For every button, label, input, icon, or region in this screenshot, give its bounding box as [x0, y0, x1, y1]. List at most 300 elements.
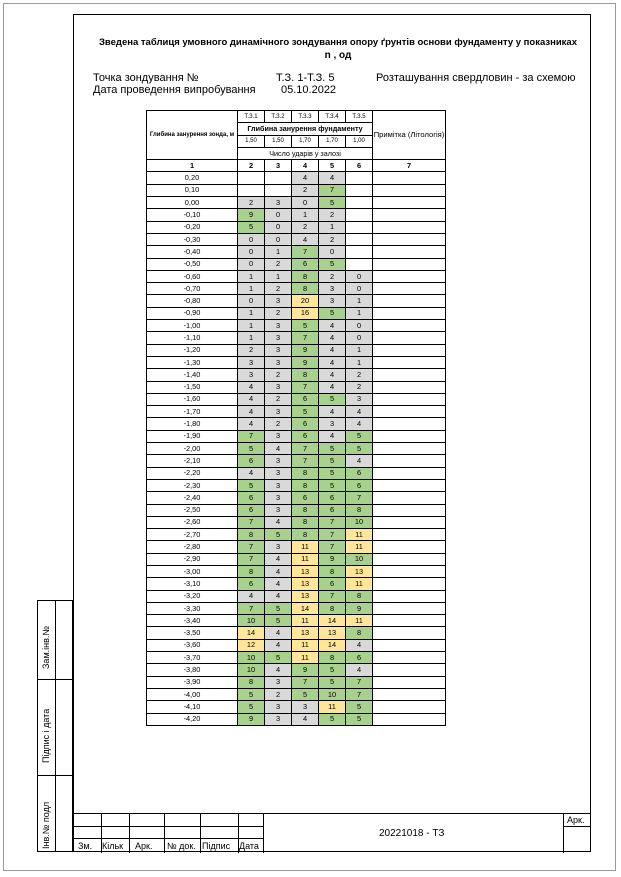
depth-cell: -3,70 — [147, 652, 238, 664]
table-row — [147, 565, 446, 577]
blow-count-cell: 10 — [238, 664, 265, 676]
sheet-label: Арк. — [567, 815, 585, 825]
depth-cell: -3,60 — [147, 639, 238, 651]
depth-cell: -3,00 — [147, 565, 238, 577]
depth-cell: -2,20 — [147, 467, 238, 479]
blow-count-cell: 4 — [319, 369, 346, 381]
blow-count-cell: 9 — [346, 602, 373, 614]
blow-count-cell: 3 — [265, 197, 292, 209]
depth-cell: -4,10 — [147, 701, 238, 713]
depth-cell: -3,20 — [147, 590, 238, 602]
note-cell — [373, 602, 446, 614]
note-cell — [373, 295, 446, 307]
blow-count-cell: 6 — [319, 504, 346, 516]
note-cell — [373, 541, 446, 553]
blow-count-cell: 7 — [346, 492, 373, 504]
note-cell — [373, 479, 446, 491]
note-cell — [373, 578, 446, 590]
blow-count-cell: 7 — [292, 332, 319, 344]
column-numbers-row — [147, 160, 446, 172]
blow-count-cell: 4 — [292, 713, 319, 725]
blow-count-cell: 7 — [346, 676, 373, 688]
table-row — [147, 602, 446, 614]
note-cell — [373, 233, 446, 245]
depth-cell: -2,50 — [147, 504, 238, 516]
blow-count-cell: 4 — [265, 639, 292, 651]
blow-count-cell: 1 — [238, 320, 265, 332]
blow-count-cell: 7 — [238, 553, 265, 565]
blow-count-cell: 11 — [346, 615, 373, 627]
blow-count-cell: 7 — [292, 443, 319, 455]
note-cell — [373, 381, 446, 393]
blow-count-cell: 6 — [238, 504, 265, 516]
blow-count-cell: 5 — [319, 479, 346, 491]
note-cell — [373, 283, 446, 295]
depth-cell: -0,90 — [147, 307, 238, 319]
blow-count-cell: 5 — [346, 443, 373, 455]
blow-count-cell: 3 — [265, 504, 292, 516]
blow-count-cell: 2 — [346, 381, 373, 393]
blow-count-cell: 7 — [319, 516, 346, 528]
note-cell — [373, 246, 446, 258]
blow-count-cell — [238, 172, 265, 184]
blow-count-cell: 13 — [346, 565, 373, 577]
foundation-depth: 1,50 — [265, 135, 292, 147]
blow-count-cell — [346, 221, 373, 233]
blow-count-cell: 3 — [346, 393, 373, 405]
note-cell — [373, 516, 446, 528]
column-number: 1 — [147, 160, 238, 172]
blow-count-cell: 7 — [292, 246, 319, 258]
blow-count-cell: 5 — [319, 664, 346, 676]
test-date-value: 05.10.2022 — [281, 84, 337, 96]
table-row — [147, 516, 446, 528]
blow-count-cell: 6 — [346, 479, 373, 491]
blow-count-cell: 11 — [346, 529, 373, 541]
blow-count-cell: 0 — [265, 209, 292, 221]
depth-cell: -0,10 — [147, 209, 238, 221]
table-row — [147, 258, 446, 270]
blow-count-cell: 7 — [319, 184, 346, 196]
blow-count-cell: 0 — [319, 246, 346, 258]
blow-count-cell: 2 — [292, 221, 319, 233]
blow-count-cell: 6 — [292, 492, 319, 504]
blow-count-cell: 5 — [319, 455, 346, 467]
table-row — [147, 615, 446, 627]
blow-count-cell: 8 — [238, 529, 265, 541]
table-row — [147, 652, 446, 664]
blow-count-cell: 8 — [319, 602, 346, 614]
table-row — [147, 381, 446, 393]
blow-count-cell: 3 — [265, 713, 292, 725]
blow-count-cell: 0 — [292, 197, 319, 209]
blow-count-cell: 9 — [292, 356, 319, 368]
point-header: Т.З.2 — [265, 111, 292, 123]
blow-count-cell: 4 — [265, 590, 292, 602]
note-cell — [373, 627, 446, 639]
point-header: Т.З.1 — [238, 111, 265, 123]
blow-count-cell: 10 — [238, 652, 265, 664]
blow-count-cell: 9 — [238, 209, 265, 221]
blow-count-cell: 4 — [265, 443, 292, 455]
foundation-depth: 1,50 — [238, 135, 265, 147]
table-row — [147, 578, 446, 590]
document-code: 20221018 - ТЗ — [379, 828, 445, 839]
blow-count-cell: 2 — [238, 197, 265, 209]
blow-count-cell — [346, 246, 373, 258]
table-row — [147, 320, 446, 332]
blow-count-cell: 8 — [238, 676, 265, 688]
table-row — [147, 233, 446, 245]
blow-count-cell: 5 — [319, 307, 346, 319]
blow-count-cell: 0 — [265, 233, 292, 245]
blow-count-cell: 8 — [319, 565, 346, 577]
blow-count-cell: 0 — [238, 233, 265, 245]
blow-count-cell: 13 — [292, 627, 319, 639]
depth-cell: -1,50 — [147, 381, 238, 393]
depth-cell: -0,50 — [147, 258, 238, 270]
tb-col-label: Кільк — [102, 841, 124, 851]
blow-count-cell: 5 — [265, 615, 292, 627]
depth-cell: -1,60 — [147, 393, 238, 405]
depth-cell: -3,90 — [147, 676, 238, 688]
blow-count-cell: 0 — [346, 332, 373, 344]
blow-count-cell: 3 — [292, 701, 319, 713]
tb-col-label: Зм. — [78, 841, 93, 851]
blow-count-cell: 3 — [265, 381, 292, 393]
note-cell — [373, 430, 446, 442]
note-cell — [373, 652, 446, 664]
note-cell — [373, 172, 446, 184]
blow-count-cell: 4 — [319, 320, 346, 332]
table-row — [147, 356, 446, 368]
blow-count-cell: 9 — [292, 664, 319, 676]
blow-count-cell: 8 — [238, 565, 265, 577]
blow-count-cell: 6 — [346, 467, 373, 479]
blow-count-cell: 4 — [319, 430, 346, 442]
blow-count-cell — [346, 233, 373, 245]
blow-count-cell: 5 — [238, 479, 265, 491]
table-row — [147, 369, 446, 381]
blow-count-cell: 5 — [346, 701, 373, 713]
blow-count-cell: 10 — [346, 553, 373, 565]
blow-count-cell: 4 — [346, 455, 373, 467]
note-cell — [373, 688, 446, 700]
blow-count-cell: 14 — [319, 615, 346, 627]
table-row — [147, 455, 446, 467]
blow-count-cell: 8 — [346, 627, 373, 639]
table-row — [147, 529, 446, 541]
note-cell — [373, 406, 446, 418]
blows-header: Число ударів у залозі — [238, 147, 373, 159]
blow-count-cell: 6 — [238, 455, 265, 467]
blow-count-cell: 4 — [265, 565, 292, 577]
table-row — [147, 418, 446, 430]
depth-cell: -3,80 — [147, 664, 238, 676]
table-row — [147, 172, 446, 184]
note-cell — [373, 344, 446, 356]
blow-count-cell: 11 — [346, 541, 373, 553]
depth-cell: -3,40 — [147, 615, 238, 627]
blow-count-cell: 3 — [238, 356, 265, 368]
blow-count-cell: 1 — [346, 344, 373, 356]
depth-cell: -1,90 — [147, 430, 238, 442]
blow-count-cell: 4 — [319, 406, 346, 418]
blow-count-cell: 3 — [265, 455, 292, 467]
test-date-label: Дата проведення випробування — [93, 84, 256, 96]
note-cell — [373, 443, 446, 455]
blow-count-cell: 14 — [319, 639, 346, 651]
blow-count-cell: 10 — [346, 516, 373, 528]
blow-count-cell: 6 — [238, 492, 265, 504]
depth-cell: -2,80 — [147, 541, 238, 553]
blow-count-cell: 0 — [346, 283, 373, 295]
blow-count-cell: 3 — [265, 676, 292, 688]
depth-cell: -1,30 — [147, 356, 238, 368]
blow-count-cell: 1 — [265, 246, 292, 258]
table-title: Зведена таблиця умовного динамічного зондування опору ґрунтів основи фундаменту у показниках — [98, 37, 577, 48]
blow-count-cell: 4 — [319, 381, 346, 393]
depth-cell: -2,40 — [147, 492, 238, 504]
blow-count-cell: 6 — [292, 430, 319, 442]
depth-cell: -1,00 — [147, 320, 238, 332]
blow-count-cell: 1 — [238, 332, 265, 344]
blow-count-cell: 0 — [238, 258, 265, 270]
depth-cell: -0,30 — [147, 233, 238, 245]
note-cell — [373, 492, 446, 504]
note-cell — [373, 307, 446, 319]
table-title-unit: n , од — [324, 50, 352, 61]
note-cell — [373, 467, 446, 479]
blow-count-cell: 6 — [238, 578, 265, 590]
blow-count-cell: 13 — [292, 565, 319, 577]
blow-count-cell: 7 — [238, 602, 265, 614]
blow-count-cell: 5 — [319, 258, 346, 270]
table-row — [147, 443, 446, 455]
column-number: 4 — [292, 160, 319, 172]
blow-count-cell: 1 — [346, 356, 373, 368]
depth-cell: -2,00 — [147, 443, 238, 455]
blow-count-cell — [265, 184, 292, 196]
blow-count-cell: 4 — [238, 590, 265, 602]
note-cell — [373, 221, 446, 233]
blow-count-cell: 6 — [319, 492, 346, 504]
table-row — [147, 283, 446, 295]
blow-count-cell: 4 — [238, 418, 265, 430]
table-row — [147, 541, 446, 553]
blow-count-cell: 0 — [238, 295, 265, 307]
blow-count-cell: 4 — [265, 516, 292, 528]
blow-count-cell: 5 — [292, 688, 319, 700]
blow-count-cell: 4 — [238, 393, 265, 405]
sounding-table — [146, 110, 446, 726]
blow-count-cell: 8 — [292, 479, 319, 491]
blow-count-cell: 8 — [292, 467, 319, 479]
blow-count-cell: 13 — [292, 578, 319, 590]
blow-count-cell: 4 — [346, 406, 373, 418]
depth-cell: -3,30 — [147, 602, 238, 614]
tb-col-label: № док. — [167, 841, 196, 851]
blow-count-cell: 3 — [265, 295, 292, 307]
depth-cell: -0,40 — [147, 246, 238, 258]
blow-count-cell: 4 — [319, 344, 346, 356]
blow-count-cell: 7 — [319, 590, 346, 602]
blow-count-cell: 8 — [292, 504, 319, 516]
blow-count-cell: 5 — [346, 430, 373, 442]
depth-cell: 0,20 — [147, 172, 238, 184]
table-row — [147, 307, 446, 319]
blow-count-cell: 11 — [292, 541, 319, 553]
blow-count-cell: 5 — [238, 688, 265, 700]
blow-count-cell: 7 — [292, 381, 319, 393]
point-header: Т.З.3 — [292, 111, 319, 123]
blow-count-cell: 11 — [292, 652, 319, 664]
column-number: 3 — [265, 160, 292, 172]
blow-count-cell: 3 — [265, 344, 292, 356]
note-cell — [373, 664, 446, 676]
table-row — [147, 246, 446, 258]
table-row — [147, 430, 446, 442]
depth-cell: -2,30 — [147, 479, 238, 491]
table-row — [147, 209, 446, 221]
note-cell — [373, 320, 446, 332]
depth-cell: -3,10 — [147, 578, 238, 590]
depth-cell: -1,20 — [147, 344, 238, 356]
note-cell — [373, 565, 446, 577]
blow-count-cell: 5 — [238, 221, 265, 233]
blow-count-cell: 7 — [292, 455, 319, 467]
blow-count-cell: 5 — [238, 701, 265, 713]
blow-count-cell: 7 — [292, 676, 319, 688]
blow-count-cell: 8 — [346, 590, 373, 602]
blow-count-cell: 4 — [346, 664, 373, 676]
depth-cell: -4,20 — [147, 713, 238, 725]
blow-count-cell: 2 — [265, 283, 292, 295]
table-row — [147, 467, 446, 479]
table-row — [147, 295, 446, 307]
depth-cell: -0,70 — [147, 283, 238, 295]
depth-cell: -2,70 — [147, 529, 238, 541]
blow-count-cell: 3 — [265, 332, 292, 344]
depth-cell: -0,80 — [147, 295, 238, 307]
blow-count-cell: 11 — [319, 701, 346, 713]
blow-count-cell: 2 — [346, 369, 373, 381]
depth-cell: -1,40 — [147, 369, 238, 381]
blow-count-cell: 4 — [238, 381, 265, 393]
depth-cell: -1,80 — [147, 418, 238, 430]
blow-count-cell: 3 — [265, 467, 292, 479]
blow-count-cell: 3 — [319, 418, 346, 430]
blow-count-cell: 5 — [319, 467, 346, 479]
blow-count-cell — [346, 197, 373, 209]
blow-count-cell: 6 — [292, 258, 319, 270]
blow-count-cell — [346, 209, 373, 221]
table-row — [147, 221, 446, 233]
blow-count-cell: 9 — [292, 344, 319, 356]
blow-count-cell: 7 — [238, 430, 265, 442]
blow-count-cell: 1 — [238, 270, 265, 282]
blow-count-cell: 3 — [265, 492, 292, 504]
table-row — [147, 332, 446, 344]
blow-count-cell: 2 — [265, 393, 292, 405]
blow-count-cell: 3 — [238, 369, 265, 381]
blow-count-cell — [346, 172, 373, 184]
blow-count-cell: 2 — [319, 209, 346, 221]
blow-count-cell: 7 — [319, 529, 346, 541]
blow-count-cell: 5 — [319, 197, 346, 209]
foundation-depth: 1,70 — [292, 135, 319, 147]
blow-count-cell: 2 — [319, 270, 346, 282]
blow-count-cell: 5 — [319, 713, 346, 725]
blow-count-cell: 0 — [265, 221, 292, 233]
table-row — [147, 406, 446, 418]
blow-count-cell — [346, 258, 373, 270]
location-note: Розташування свердловин - за схемою — [376, 72, 576, 84]
original-inventory-label: Інв.№ подл — [41, 801, 51, 849]
blow-count-cell — [265, 172, 292, 184]
note-cell — [373, 184, 446, 196]
table-row — [147, 676, 446, 688]
tb-col-label: Дата — [239, 841, 259, 851]
depth-cell: 0,00 — [147, 197, 238, 209]
blow-count-cell: 3 — [265, 320, 292, 332]
point-header: Т.З.5 — [346, 111, 373, 123]
table-row — [147, 504, 446, 516]
table-row — [147, 492, 446, 504]
blow-count-cell: 4 — [346, 418, 373, 430]
blow-count-cell: 11 — [292, 615, 319, 627]
blow-count-cell: 4 — [319, 332, 346, 344]
blow-count-cell: 2 — [265, 418, 292, 430]
blow-count-cell: 1 — [238, 307, 265, 319]
blow-count-cell: 12 — [238, 639, 265, 651]
table-row — [147, 197, 446, 209]
column-number: 6 — [346, 160, 373, 172]
blow-count-cell: 5 — [238, 443, 265, 455]
point-label: Точка зондування № — [93, 72, 199, 84]
note-cell — [373, 270, 446, 282]
depth-cell: -2,60 — [147, 516, 238, 528]
note-header: Примітка (Літологія) — [373, 111, 446, 160]
blow-count-cell: 7 — [319, 541, 346, 553]
blow-count-cell: 16 — [292, 307, 319, 319]
blow-count-cell: 3 — [265, 479, 292, 491]
blow-count-cell: 4 — [319, 356, 346, 368]
note-cell — [373, 455, 446, 467]
blow-count-cell: 0 — [238, 246, 265, 258]
blow-count-cell: 3 — [265, 701, 292, 713]
depth-cell: -4,00 — [147, 688, 238, 700]
note-cell — [373, 332, 446, 344]
blow-count-cell: 14 — [292, 602, 319, 614]
note-cell — [373, 529, 446, 541]
note-cell — [373, 197, 446, 209]
note-cell — [373, 590, 446, 602]
blow-count-cell: 5 — [265, 602, 292, 614]
blow-count-cell: 5 — [319, 443, 346, 455]
blow-count-cell: 20 — [292, 295, 319, 307]
foundation-depth-header: Глибина занурення фундаменту — [238, 123, 373, 135]
depth-cell: -1,10 — [147, 332, 238, 344]
blow-count-cell: 4 — [265, 627, 292, 639]
table-row — [147, 553, 446, 565]
depth-cell: 0,10 — [147, 184, 238, 196]
blow-count-cell: 2 — [265, 258, 292, 270]
note-cell — [373, 676, 446, 688]
blow-count-cell: 7 — [238, 541, 265, 553]
note-cell — [373, 369, 446, 381]
foundation-depth: 1,00 — [346, 135, 373, 147]
